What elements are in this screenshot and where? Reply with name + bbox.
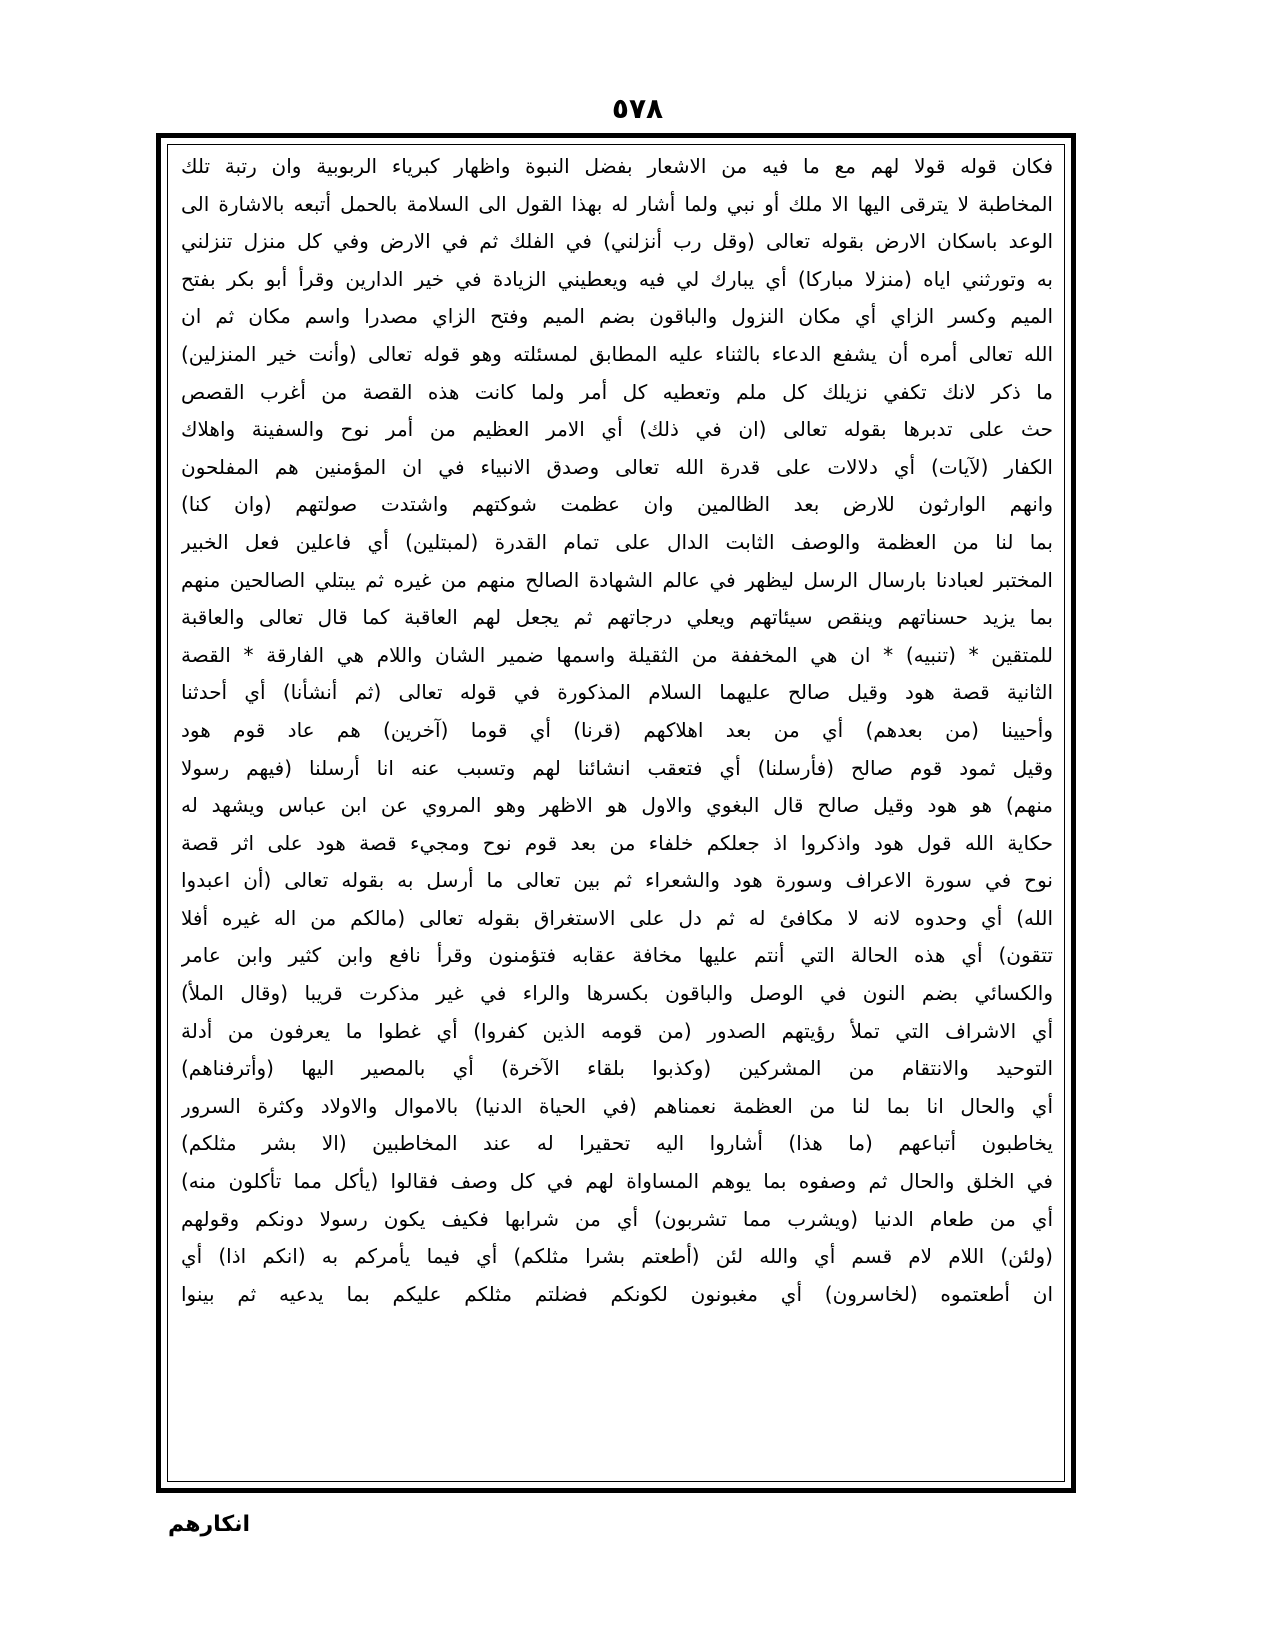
text-line: أي من طعام الدنيا (ويشرب مما تشربون) أي من شرابها فكيف يكون رسولا دونكم وقولهم — [181, 1206, 1053, 1231]
text-line: يخاطبون أتباعهم (ما هذا) أشاروا اليه تحقيرا له عند المخاطبين (الا بشر مثلكم) — [181, 1131, 1053, 1156]
text-line: بما يزيد حسناتهم وينقص سيئاتهم ويعلي درجاتهم ثم يجعل لهم العاقبة كما قال تعالى والعاقبة — [181, 605, 1053, 630]
text-line: التوحيد والانتقام من المشركين (وكذبوا بلقاء الآخرة) أي بالمصير اليها (وأترفناهم) — [181, 1056, 1053, 1081]
page-number: ٥٧٨ — [611, 92, 664, 125]
text-line: في الخلق والحال ثم وصفوه بما يوهم المساواة لهم في كل وصف فقالوا (يأكل مما تأكلون منه) — [181, 1169, 1053, 1194]
text-line: الثانية قصة هود وقيل صالح عليهما السلام المذكورة في قوله تعالى (ثم أنشأنا) أي أحدثنا — [181, 680, 1053, 705]
text-line: وانهم الوارثون للارض بعد الظالمين وان عظمت شوكتهم واشتدت صولتهم (وان كنا) — [181, 492, 1053, 517]
text-line: ان أطعتموه (لخاسرون) أي مغبونون لكونكم فضلتم مثلكم عليكم بما يدعيه ثم بينوا — [181, 1281, 1053, 1306]
main-text — [181, 148, 1053, 1313]
text-line: الله تعالى أمره أن يشفع الدعاء بالثناء عليه المطابق لمسئلته وهو قوله تعالى (وأنت خير المنزلين) — [181, 341, 1053, 366]
text-line: الله) أي وحدوه لانه لا مكافئ له ثم دل على الاستغراق بقوله تعالى (مالكم من اله غيره أفلا — [181, 905, 1053, 930]
page-frame — [156, 133, 1076, 1493]
catchword: انكارهم — [168, 1512, 251, 1537]
text-line: ما ذكر لانك تكفي نزيلك كل ملم وتعطيه كل أمر ولما كانت هذه القصة من أغرب القصص — [181, 379, 1053, 404]
text-line: الوعد باسكان الارض بقوله تعالى (وقل رب أنزلني) في الفلك ثم في الارض وفي كل منزل تنزلني — [181, 229, 1053, 254]
text-line: المخاطبة لا يترقى اليها الا ملك أو نبي ولما أشار له بهذا القول الى السلامة بالحمل أتبعه بالاشارة الى — [181, 191, 1053, 216]
text-line: الكفار (لآيات) أي دلالات على قدرة الله تعالى وصدق الانبياء في ان المؤمنين هم المفلحون — [181, 454, 1053, 479]
text-line: والكسائي بضم النون في الوصل والباقون بكسرها والراء في غير مذكرت قريبا (وقال الملأ) — [181, 981, 1053, 1006]
text-line: حث على تدبرها بقوله تعالى (ان في ذلك) أي الامر العظيم من أمر نوح والسفينة واهلاك — [181, 417, 1053, 442]
text-line: نوح في سورة الاعراف وسورة هود والشعراء ثم بين تعالى ما أرسل به بقوله تعالى (أن اعبدوا — [181, 868, 1053, 893]
text-line: وقيل ثمود قوم صالح (فأرسلنا) أي فتعقب انشائنا لهم وتسبب عنه انا أرسلنا (فيهم رسولا — [181, 755, 1053, 780]
text-line: فكان قوله قولا لهم مع ما فيه من الاشعار بفضل النبوة واظهار كبرياء الربوبية وان رتبة تلك — [181, 154, 1053, 178]
text-line: به وتورثني اياه (منزلا مباركا) أي يبارك لي فيه ويعطيني الزيادة في خير الدارين وقرأ أبو بكر بفتح — [181, 266, 1053, 291]
text-line: تتقون) أي هذه الحالة التي أنتم عليها مخافة عقابه فتؤمنون وقرأ نافع وابن كثير وابن عامر — [181, 943, 1053, 968]
text-line: وأحيينا (من بعدهم) أي من بعد اهلاكهم (قرنا) أي قوما (آخرين) هم عاد قوم هود — [181, 717, 1053, 742]
text-line: أي الاشراف التي تملأ رؤيتهم الصدور (من قومه الذين كفروا) أي غطوا ما يعرفون من أدلة — [181, 1018, 1053, 1043]
text-line: للمتقين * (تنبيه) * ان هي المخففة من الثقيلة واسمها ضمير الشان واللام هي الفارقة * القصة — [181, 642, 1053, 667]
text-line: منهم) هو هود وقيل صالح قال البغوي والاول هو الاظهر وهو المروي عن ابن عباس ويشهد له — [181, 793, 1053, 818]
text-line: بما لنا من العظمة والوصف الثابت الدال على تمام القدرة (لمبتلين) أي فاعلين فعل الخبير — [181, 529, 1053, 554]
text-line: الميم وكسر الزاي أي مكان النزول والباقون بضم الميم وفتح الزاي مصدرا واسم مكان ثم ان — [181, 304, 1053, 329]
text-line: (ولئن) اللام لام قسم أي والله لئن (أطعتم بشرا مثلكم) أي فيما يأمركم به (انكم اذا) أي — [181, 1244, 1053, 1269]
text-line: حكاية الله قول هود واذكروا اذ جعلكم خلفاء من بعد قوم نوح ومجيء قصة هود على اثر قصة — [181, 830, 1053, 855]
text-line: أي والحال انا بما لنا من العظمة نعمناهم (في الحياة الدنيا) بالاموال والاولاد وكثرة السرور — [181, 1093, 1053, 1118]
text-line: المختبر لعبادنا بارسال الرسل ليظهر في عالم الشهادة الصالح منهم من غيره ثم يبتلي الصالحين منهم — [181, 567, 1053, 592]
